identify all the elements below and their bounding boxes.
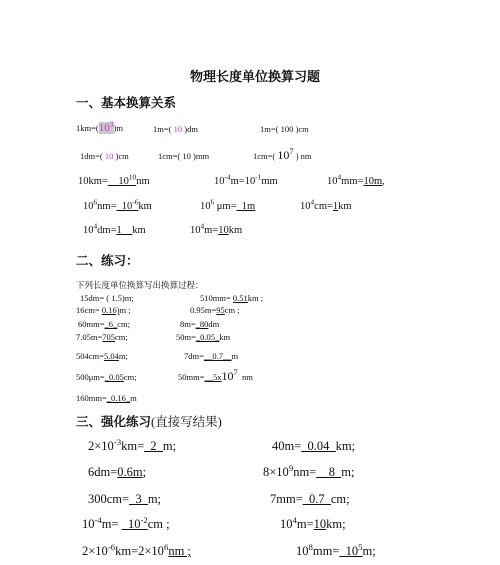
conversion-km-m: $1km=(10^3)m$ bbox=[76, 119, 124, 134]
conversion-m-mm: $10^{-4}m=10^{-1}mm$ bbox=[214, 172, 278, 187]
practice-item: 16cm= 0.16)m ; bbox=[76, 305, 131, 315]
section-heading-practice: 二、练习： bbox=[76, 254, 139, 268]
practice-item: 15dm= ( 1.5)m; bbox=[80, 293, 134, 303]
conversion-cm-mm: 1cm=( 10 )mm bbox=[158, 151, 210, 161]
practice-item: 504cm=5.04m; bbox=[76, 351, 128, 361]
advanced-item: 6dm=0.6m; bbox=[88, 465, 147, 479]
conversion-nm-km: $10^6nm=\_10^{-6}km$ bbox=[83, 197, 152, 212]
section-heading-basic: 一、基本换算关系 bbox=[76, 96, 177, 110]
conversion-dm-cm: 1dm=( 10 )cm bbox=[80, 151, 129, 161]
practice-item: 60mm=_6_cm; bbox=[78, 319, 131, 329]
practice-item: $50mm=\_\_5x10^7$ nm bbox=[178, 368, 253, 383]
practice-item: 7.05m=705cm; bbox=[76, 332, 128, 342]
practice-intro: 下列长度单位换算写出换算过程： bbox=[76, 280, 204, 290]
practice-item: 50m=_0.05_km bbox=[176, 332, 231, 342]
conversion-mm-m: $10^4mm=10m$, bbox=[327, 172, 385, 187]
conversion-cm-nm: 1cm=( $10^7$ ) nm bbox=[253, 147, 312, 162]
conversion-dm-km: $10^4dm=1\_\_km$ bbox=[83, 221, 146, 236]
advanced-item: 300cm=_3_m; bbox=[88, 492, 162, 506]
conversion-m-cm: 1m=( 100 )cm bbox=[260, 124, 309, 134]
conversion-m-km: $10^4m=10km$ bbox=[190, 221, 243, 236]
conversion-um-m: $10^6$ μm=_1m bbox=[200, 197, 256, 212]
practice-item: 160mm=_0.16_m bbox=[76, 393, 137, 403]
conversion-10km-nm: $10km=\_\_10^{10}nm$ bbox=[78, 172, 150, 187]
section-heading-advanced: 三、强化练习(直接写结果) bbox=[76, 415, 222, 429]
advanced-item: 40m=_0.04_km; bbox=[272, 439, 356, 453]
practice-item: 0.95m=95cm ; bbox=[190, 305, 240, 315]
practice-item: 8m=_80dm bbox=[180, 319, 220, 329]
page-title: 物理长度单位换算习题 bbox=[190, 69, 321, 84]
conversion-cm-km: $10^4cm=1km$ bbox=[300, 197, 352, 212]
advanced-item: 7mm=_0.7_cm; bbox=[270, 492, 350, 506]
practice-item: 510mm= 0.51km ; bbox=[200, 293, 264, 303]
practice-item: 500μm=_0.05cm; bbox=[76, 372, 137, 382]
advanced-item: $10^8mm=\_10^5m$; bbox=[296, 541, 376, 558]
advanced-item: $10^{-4}m=$ $\_10^{-2}cm$ ; bbox=[82, 514, 170, 531]
conversion-m-dm: 1m=( 10 )dm bbox=[153, 124, 198, 134]
advanced-item: $10^4m=10km$; bbox=[280, 514, 346, 531]
advanced-item: $2\times 10^{-3}km=\_2\_m$; bbox=[88, 436, 177, 453]
practice-item: 7dm=__0.7__m bbox=[184, 351, 239, 361]
advanced-item: $2\times 10^{-6}km=2\times 10^6nm$ ; bbox=[82, 541, 191, 558]
advanced-item: $8\times 10^9nm=\_\_8\_m$; bbox=[263, 462, 355, 479]
